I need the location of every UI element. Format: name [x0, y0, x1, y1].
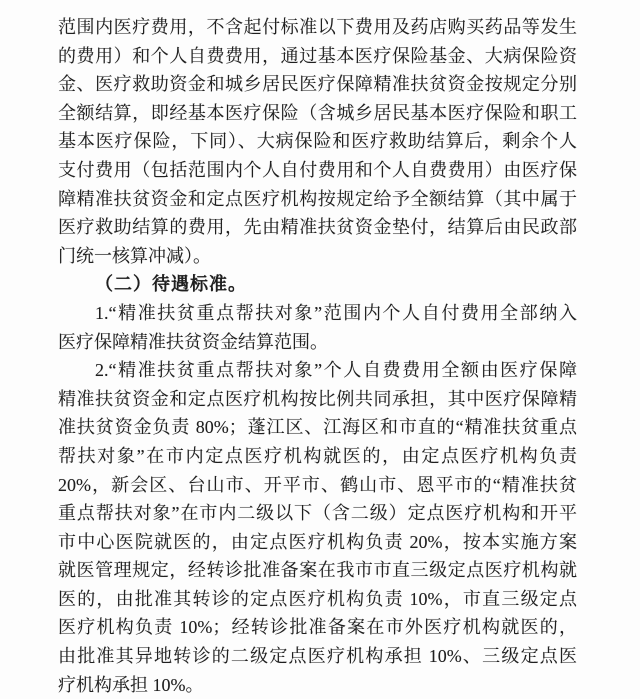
text-line: 基本医疗保险，下同）、大病保险和医疗救助结算后，剩余个人: [58, 131, 577, 152]
text-line: 医疗机构负责 10%；经转诊批准备案在市外医疗机构就医的，: [58, 617, 577, 638]
text-line: 由批准其异地转诊的二级定点医疗机构承担 10%、三级定点医: [58, 646, 577, 667]
paragraph-end-line: 医疗保障精准扶贫资金结算范围。: [58, 331, 328, 352]
text-line: 重点帮扶对象”在市内二级以下（含二级）定点医疗机构和开平: [58, 503, 577, 524]
text-line: 障精准扶贫资金和定点医疗机构按规定给予全额结算（其中属于: [58, 188, 577, 209]
text-line: 市中心医院就医的，由定点医疗机构负责 20%，按本实施方案: [58, 531, 577, 552]
list-item-1-line: 1.“精准扶贫重点帮扶对象”范围内个人自付费用全部纳入: [95, 302, 577, 323]
section-heading: （二）待遇标准。: [95, 274, 247, 295]
text-line: 全额结算，即经基本医疗保险（含城乡居民基本医疗保险和职工: [58, 102, 577, 123]
text-line: 精准扶贫资金和定点医疗机构按比例共同承担，其中医疗保障精: [58, 388, 577, 409]
text-line: 准扶贫资金负责 80%；蓬江区、江海区和市直的“精准扶贫重点: [58, 417, 577, 438]
text-line: 范围内医疗费用，不含起付标准以下费用及药店购买药品等发生: [58, 17, 577, 37]
text-line: 的费用）和个人自费费用，通过基本医疗保险基金、大病保险资: [58, 45, 577, 66]
text-line: 金、医疗救助资金和城乡居民医疗保障精准扶贫资金按规定分别: [58, 74, 577, 95]
text-line: 20%，新会区、台山市、开平市、鹤山市、恩平市的“精准扶贫: [58, 474, 577, 495]
text-line: 医疗救助结算的费用，先由精准扶贫资金垫付，结算后由民政部: [58, 217, 577, 238]
paragraph-end-line: 疗机构承担 10%。: [58, 674, 204, 695]
list-item-2-line: 2.“精准扶贫重点帮扶对象”个人自费费用全额由医疗保障: [95, 360, 577, 381]
paragraph-end-line: 门统一核算冲减）。: [58, 245, 211, 266]
text-line: 医的，由批准其转诊的定点医疗机构负责 10%，市直三级定点: [58, 588, 577, 609]
text-line: 支付费用（包括范围内个人自付费用和个人自费费用）由医疗保: [58, 159, 577, 180]
text-line: 就医管理规定，经转诊批准备案在我市市直三级定点医疗机构就: [58, 560, 577, 581]
text-line: 帮扶对象”在市内定点医疗机构就医的，由定点医疗机构负责: [58, 445, 577, 466]
